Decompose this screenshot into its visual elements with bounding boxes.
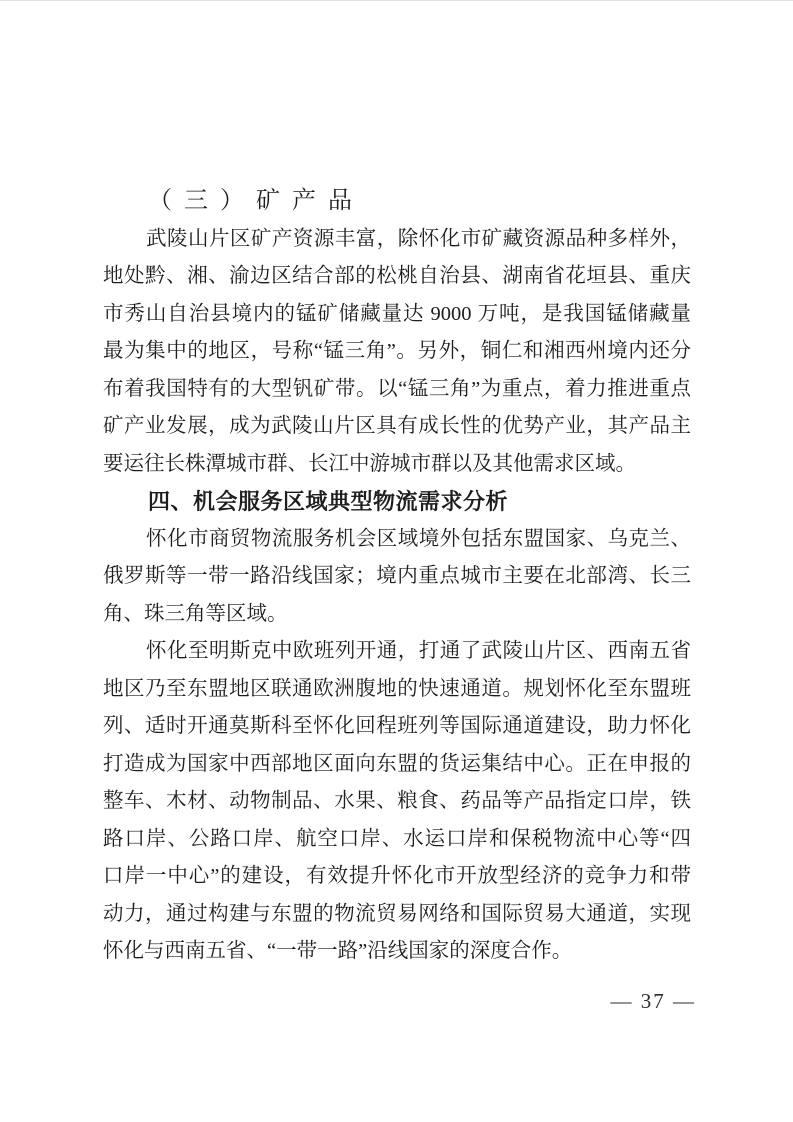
text-line: 怀化市商贸物流服务机会区域境外包括东盟国家、乌克兰、 <box>146 527 691 550</box>
paragraph-minerals <box>103 221 691 484</box>
paragraph-rail-corridor <box>103 633 691 971</box>
text-line: 路口岸、公路口岸、航空口岸、水运口岸和保税物流中心等“四 <box>103 827 691 850</box>
scan-edge-artifact <box>0 0 793 1</box>
text-line: 布着我国特有的大型钒矿带。以“锰三角”为重点，着力推进重点 <box>103 377 691 400</box>
text-line: 矿产业发展，成为武陵山片区具有成长性的优势产业，其产品主 <box>103 415 691 437</box>
text-line: 地区乃至东盟地区联通欧洲腹地的快速通道。规划怀化至东盟班 <box>103 677 691 700</box>
sub-heading-minerals: （三）矿产品 <box>148 188 364 214</box>
text-line: 市秀山自治县境内的锰矿储藏量达 9000 万吨，是我国锰储藏量 <box>103 302 691 325</box>
text-line: 要运往长株潭城市群、长江中游城市群以及其他需求区域。 <box>103 452 636 475</box>
document-body <box>103 183 691 971</box>
text-line: 怀化与西南五省、“一带一路”沿线国家的深度合作。 <box>103 940 573 962</box>
main-heading-logistics-demand-analysis: 四、机会服务区域典型物流需求分析 <box>148 489 509 514</box>
text-line: 地处黔、湘、渝边区结合部的松桃自治县、湖南省花垣县、重庆 <box>103 265 691 287</box>
text-line: 列、适时开通莫斯科至怀化回程班列等国际通道建设，助力怀化 <box>103 715 691 737</box>
text-line: 动力，通过构建与东盟的物流贸易网络和国际贸易大通道，实现 <box>103 902 691 925</box>
text-line: 武陵山片区矿产资源丰富，除怀化市矿藏资源品种多样外， <box>146 227 691 250</box>
text-line: 怀化至明斯克中欧班列开通，打通了武陵山片区、西南五省 <box>146 640 691 662</box>
text-line: 俄罗斯等一带一路沿线国家；境内重点城市主要在北部湾、长三 <box>103 565 691 587</box>
text-line: 最为集中的地区，号称“锰三角”。另外，铜仁和湘西州境内还分 <box>103 340 691 362</box>
text-line: 打造成为国家中西部地区面向东盟的货运集结中心。正在申报的 <box>103 752 691 775</box>
text-line: 口岸一中心”的建设，有效提升怀化市开放型经济的竞争力和带 <box>103 865 691 887</box>
text-line: 整车、木材、动物制品、水果、粮食、药品等产品指定口岸，铁 <box>103 790 691 812</box>
text-line: 角、珠三角等区域。 <box>103 602 288 625</box>
paragraph-opportunity-regions <box>103 521 691 634</box>
page-number: — 37 — <box>610 989 696 1013</box>
